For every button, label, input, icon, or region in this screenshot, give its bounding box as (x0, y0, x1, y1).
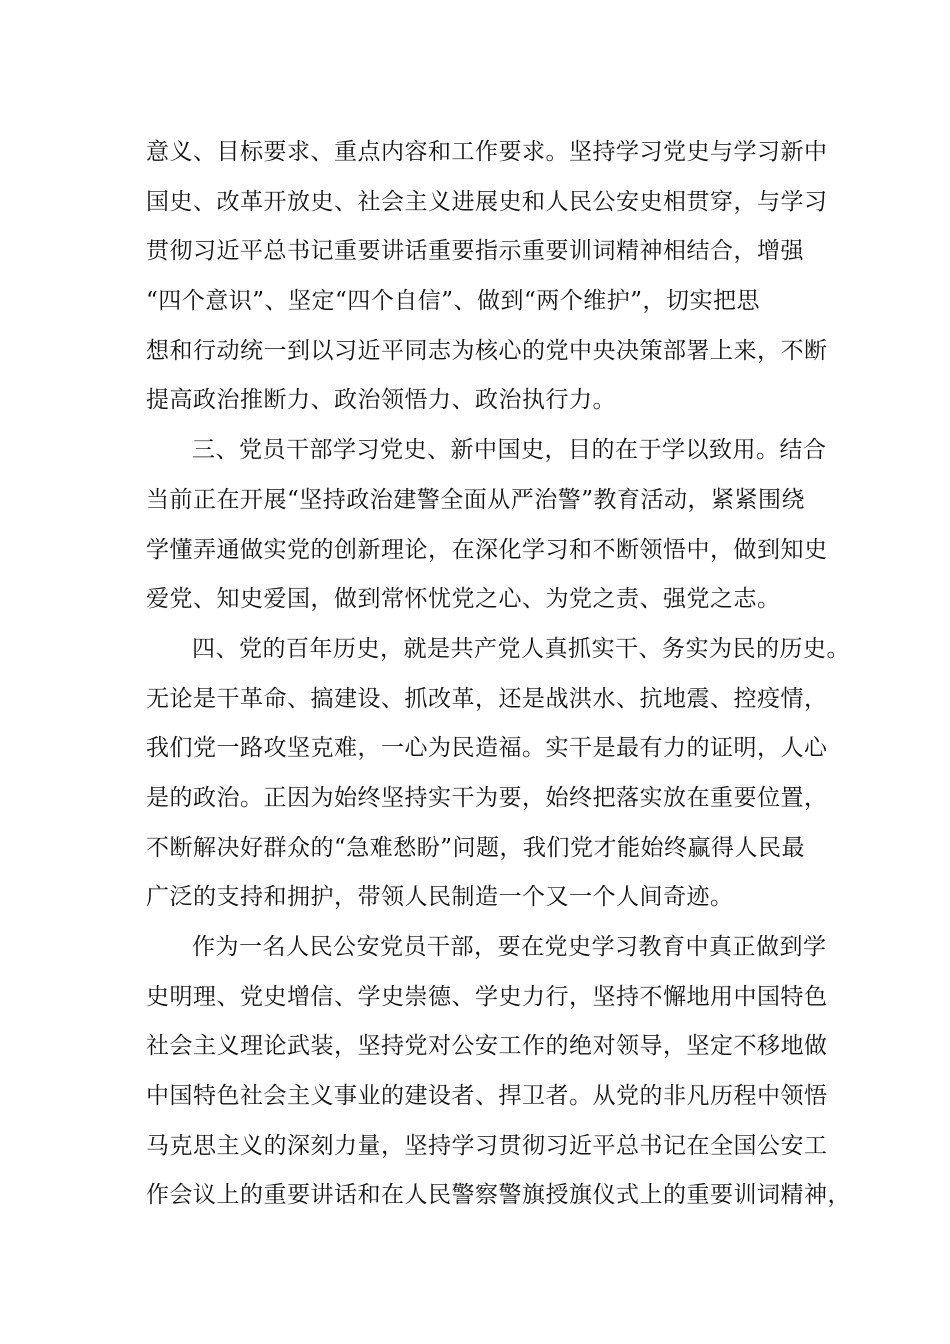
text-line: 我们党一路攻坚克难，一心为民造福。实干是最有力的证明，人心 (146, 735, 828, 762)
paragraph-start-line: 作为一名人民公安党员干部，要在党史学习教育中真正做到学 (192, 934, 827, 960)
text-line: 贯彻习近平总书记重要讲话重要指示重要训词精神相结合，增强 (146, 238, 804, 265)
text-line: 马克思主义的深刻力量，坚持学习贯彻习近平总书记在全国公安工 (146, 1132, 828, 1159)
text-line: 社会主义理论武装，坚持党对公安工作的绝对领导，坚定不移地做 (146, 1033, 828, 1060)
text-line: 不断解决好群众的“急难愁盼”问题，我们党才能始终赢得人民最 (146, 834, 806, 861)
text-line: 意义、目标要求、重点内容和工作要求。坚持学习党史与学习新中 (146, 139, 828, 165)
text-line: 学懂弄通做实党的创新理论，在深化学习和不断领悟中，做到知史 (146, 536, 828, 563)
text-line: 中国特色社会主义事业的建设者、捍卫者。从党的非凡历程中领悟 (146, 1083, 828, 1110)
text-line: 广泛的支持和拥护，带领人民制造一个又一个人间奇迹。 (146, 884, 734, 911)
text-line: 作会议上的重要讲话和在人民警察警旗授旗仪式上的重要训词精神， (146, 1182, 851, 1209)
text-line: 提高政治推断力、政治领悟力、政治执行力。 (146, 387, 616, 414)
text-line: 当前正在开展“坚持政治建警全面从严治警”教育活动，紧紧围绕 (146, 486, 806, 513)
paragraph-start-line: 三、党员干部学习党史、新中国史，目的在于学以致用。结合 (192, 437, 827, 464)
text-line: 国史、改革开放史、社会主义进展史和人民公安史相贯穿，与学习 (146, 188, 828, 215)
text-line: “四个意识”、坚定“四个自信”、做到“两个维护”，切实把思 (146, 288, 761, 315)
text-line: 想和行动统一到以习近平同志为核心的党中央决策部署上来，不断 (146, 337, 828, 364)
text-line: 爱党、知史爱国，做到常怀忧党之心、为党之责、强党之志。 (146, 586, 781, 613)
text-line: 是的政治。正因为始终坚持实干为要，始终把落实放在重要位置， (146, 784, 828, 811)
paragraph-start-line: 四、党的百年历史，就是共产党人真抓实干、务实为民的历史。 (192, 635, 850, 662)
text-line: 无论是干革命、搞建设、抓改革，还是战洪水、抗地震、控疫情， (146, 685, 828, 712)
text-line: 史明理、党史增信、学史崇德、学史力行，坚持不懈地用中国特色 (146, 983, 828, 1010)
document-body (146, 133, 851, 1226)
